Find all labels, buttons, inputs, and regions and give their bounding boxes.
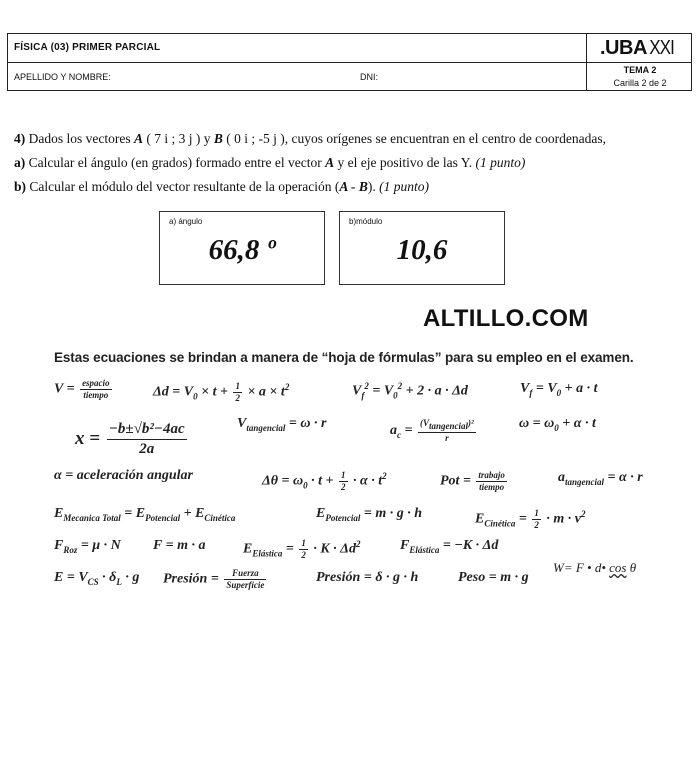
formula-quadratic: x = $\frac{\text{−b±√b²−4ac}}{2a}$	[75, 421, 185, 457]
answer-box-angle	[159, 211, 325, 285]
answer-label-angle: a) ángulo	[169, 217, 203, 226]
altillo-watermark: ALTILLO.COM	[423, 305, 589, 332]
formula-vf-squared: $V_f^2 = V_0^2 + 2 \cdot a \cdot \Delta d$	[352, 381, 468, 401]
carilla-label: Carilla 2 de 2	[613, 78, 667, 88]
uba-xxi-logo: .UBA XXI	[600, 37, 674, 59]
formula-work-handwritten: W= F • d• cos θ	[553, 560, 637, 575]
formula-delta-theta: $\Delta\theta = \omega_0 \cdot t$ + $\frac{1}{2}$ · $\alpha \cdot t^2$	[262, 470, 387, 492]
formula-displacement: $\Delta d = V_0 \times t$ + $\frac{1}{2}$ × $a \times t^2$	[153, 381, 290, 403]
question-part-a: a) Calcular el ángulo (en grados) formado entre el vector A y el eje positivo de las Y. (1 punto)	[14, 155, 526, 170]
answer-value-module: 10,6	[396, 234, 448, 266]
formula-pressure-hydro: Presión = δ · g · h	[316, 570, 419, 585]
formula-newton: F = m · a	[153, 538, 206, 553]
dni-label: DNI:	[360, 72, 378, 82]
name-label: APELLIDO Y NOMBRE:	[14, 72, 111, 82]
exam-title: FÍSICA (03) PRIMER PARCIAL	[14, 42, 161, 53]
formula-velocity: V = $\frac{\text{espacio}}{\text{tiempo}}$	[54, 378, 110, 400]
formula-v-tangential: $V_{tangencial} = \omega \cdot r$	[237, 416, 327, 433]
formula-alpha-definition: α = aceleración angular	[54, 468, 194, 483]
formula-buoyancy: $E = V_{CS} \cdot \delta_L \cdot g$	[54, 570, 140, 587]
answer-box-module	[339, 211, 505, 285]
formula-a-tangential: $a_{tangencial} = \alpha \cdot r$	[558, 470, 643, 487]
answer-value-angle: 66,8 º	[208, 234, 276, 266]
header-row-top	[8, 34, 691, 63]
formula-mechanical-energy: $E_{Mecanica Total} = E_{Potencial} + E_{Cinética}$	[54, 506, 236, 523]
formula-friction: $F_{Roz} = \mu \cdot N$	[54, 538, 121, 555]
formula-omega: $\omega = \omega_0 + \alpha \cdot t$	[519, 416, 596, 433]
formula-elastic-energy: $E_{Elástica}$ = $\frac{1}{2}$ · $K \cdot \Delta d^2$	[243, 538, 361, 560]
formula-pressure-force: Presión = $\frac{\text{Fuerza}}{\text{Superficie}}$	[163, 568, 265, 590]
tema-label: TEMA 2	[623, 65, 657, 75]
formula-power: Pot = $\frac{\text{trabajo}}{\text{tiempo}}$	[440, 470, 505, 492]
formula-elastic-force: $F_{Elástica} = -K \cdot \Delta d$	[400, 538, 499, 555]
formula-vf: $V_f = V_0 + a \cdot t$	[520, 381, 598, 398]
formula-weight: Peso = m · g	[458, 570, 529, 585]
answer-label-module: b)módulo	[349, 217, 383, 226]
question-intro: 4) Dados los vectores A ( 7 i ; 3 j ) y B ( 0 i ; -5 j ), cuyos orígenes se encuentran en el centro de coordenadas,	[14, 131, 606, 146]
formula-centripetal: $a_c$ = $\frac{(V_{tangencial})^2}{r}$	[390, 418, 474, 443]
header-row-bottom	[8, 63, 691, 91]
formula-potential-energy: $E_{Potencial} = m \cdot g \cdot h$	[316, 506, 422, 523]
formula-kinetic-energy: $E_{Cinética}$ = $\frac{1}{2}$ · $m \cdot v^2$	[475, 508, 586, 530]
question-part-b: b) Calcular el módulo del vector resultante de la operación (A - B). (1 punto)	[14, 179, 430, 194]
exam-header	[7, 33, 692, 91]
formulas-title: Estas ecuaciones se brindan a manera de “hoja de fórmulas” para su empleo en el examen.	[54, 350, 634, 365]
